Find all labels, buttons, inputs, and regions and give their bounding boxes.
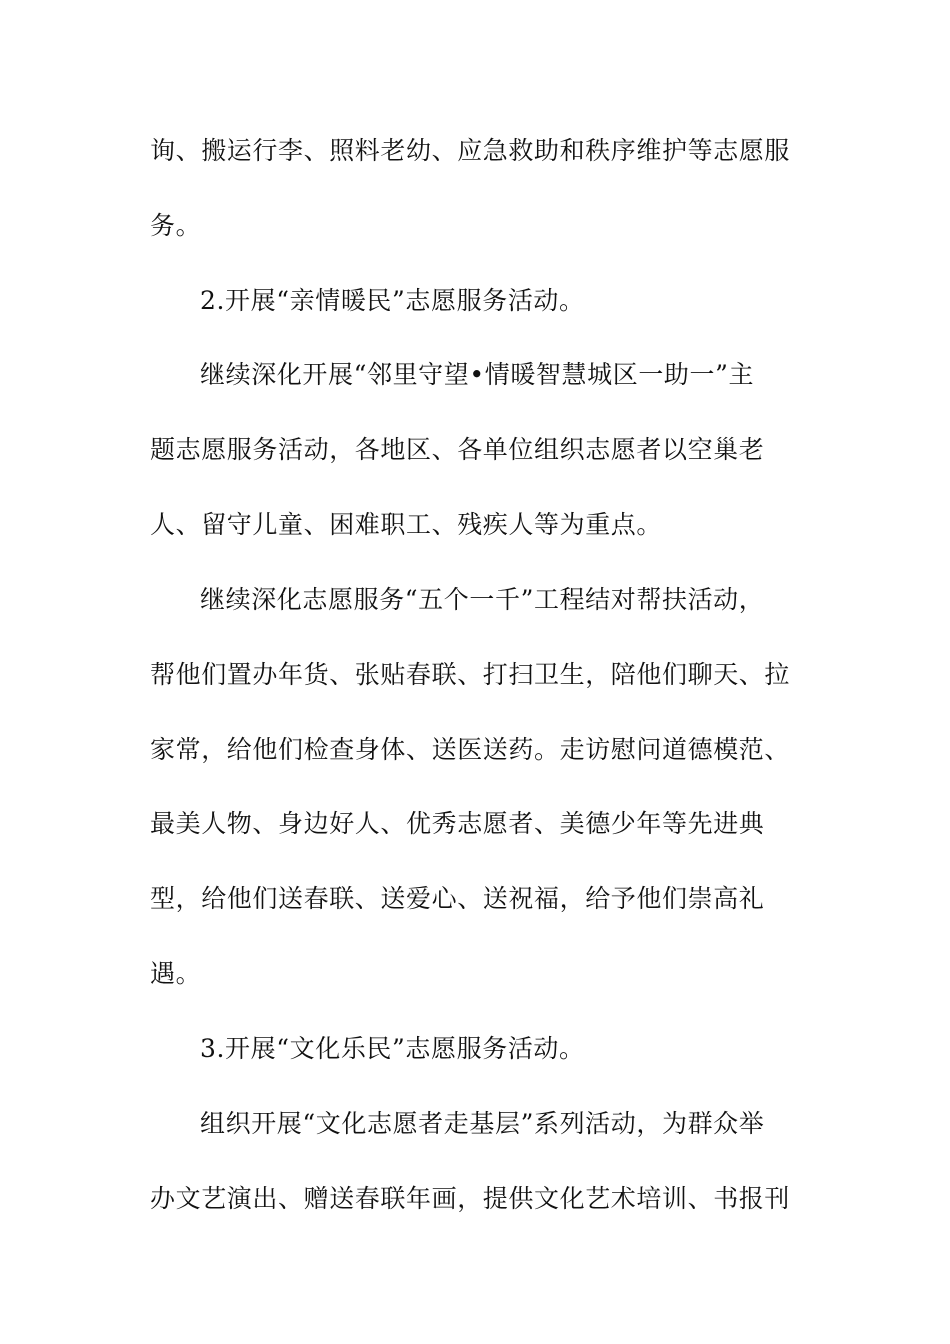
body-text-line: 继续深化开展“邻里守望•情暖智慧城区一助一”主 — [200, 360, 755, 389]
body-text-line: 办文艺演出、赠送春联年画，提供文化艺术培训、书报刊 — [150, 1184, 791, 1213]
section-heading: 3.开展“文化乐民”志愿服务活动。 — [200, 1034, 585, 1063]
body-text-line: 遇。 — [150, 959, 202, 988]
section-heading: 2.开展“亲情暖民”志愿服务活动。 — [200, 286, 585, 315]
body-text-line: 人、留守儿童、困难职工、残疾人等为重点。 — [150, 510, 663, 539]
body-text-line: 务。 — [150, 211, 202, 240]
body-text-line: 家常，给他们检查身体、送医送药。走访慰问道德模范、 — [150, 735, 791, 764]
body-text-line: 帮他们置办年货、张贴春联、打扫卫生，陪他们聊天、拉 — [150, 660, 791, 689]
body-text-line: 最美人物、身边好人、优秀志愿者、美德少年等先进典 — [150, 809, 765, 838]
body-text-line: 组织开展“文化志愿者走基层”系列活动，为群众举 — [200, 1109, 765, 1138]
body-text-line: 继续深化志愿服务“五个一千”工程结对帮扶活动， — [200, 585, 765, 614]
body-text-line: 型，给他们送春联、送爱心、送祝福，给予他们崇高礼 — [150, 884, 765, 913]
body-text-line: 询、搬运行李、照料老幼、应急救助和秩序维护等志愿服 — [150, 136, 791, 165]
body-text-line: 题志愿服务活动，各地区、各单位组织志愿者以空巢老 — [150, 435, 765, 464]
